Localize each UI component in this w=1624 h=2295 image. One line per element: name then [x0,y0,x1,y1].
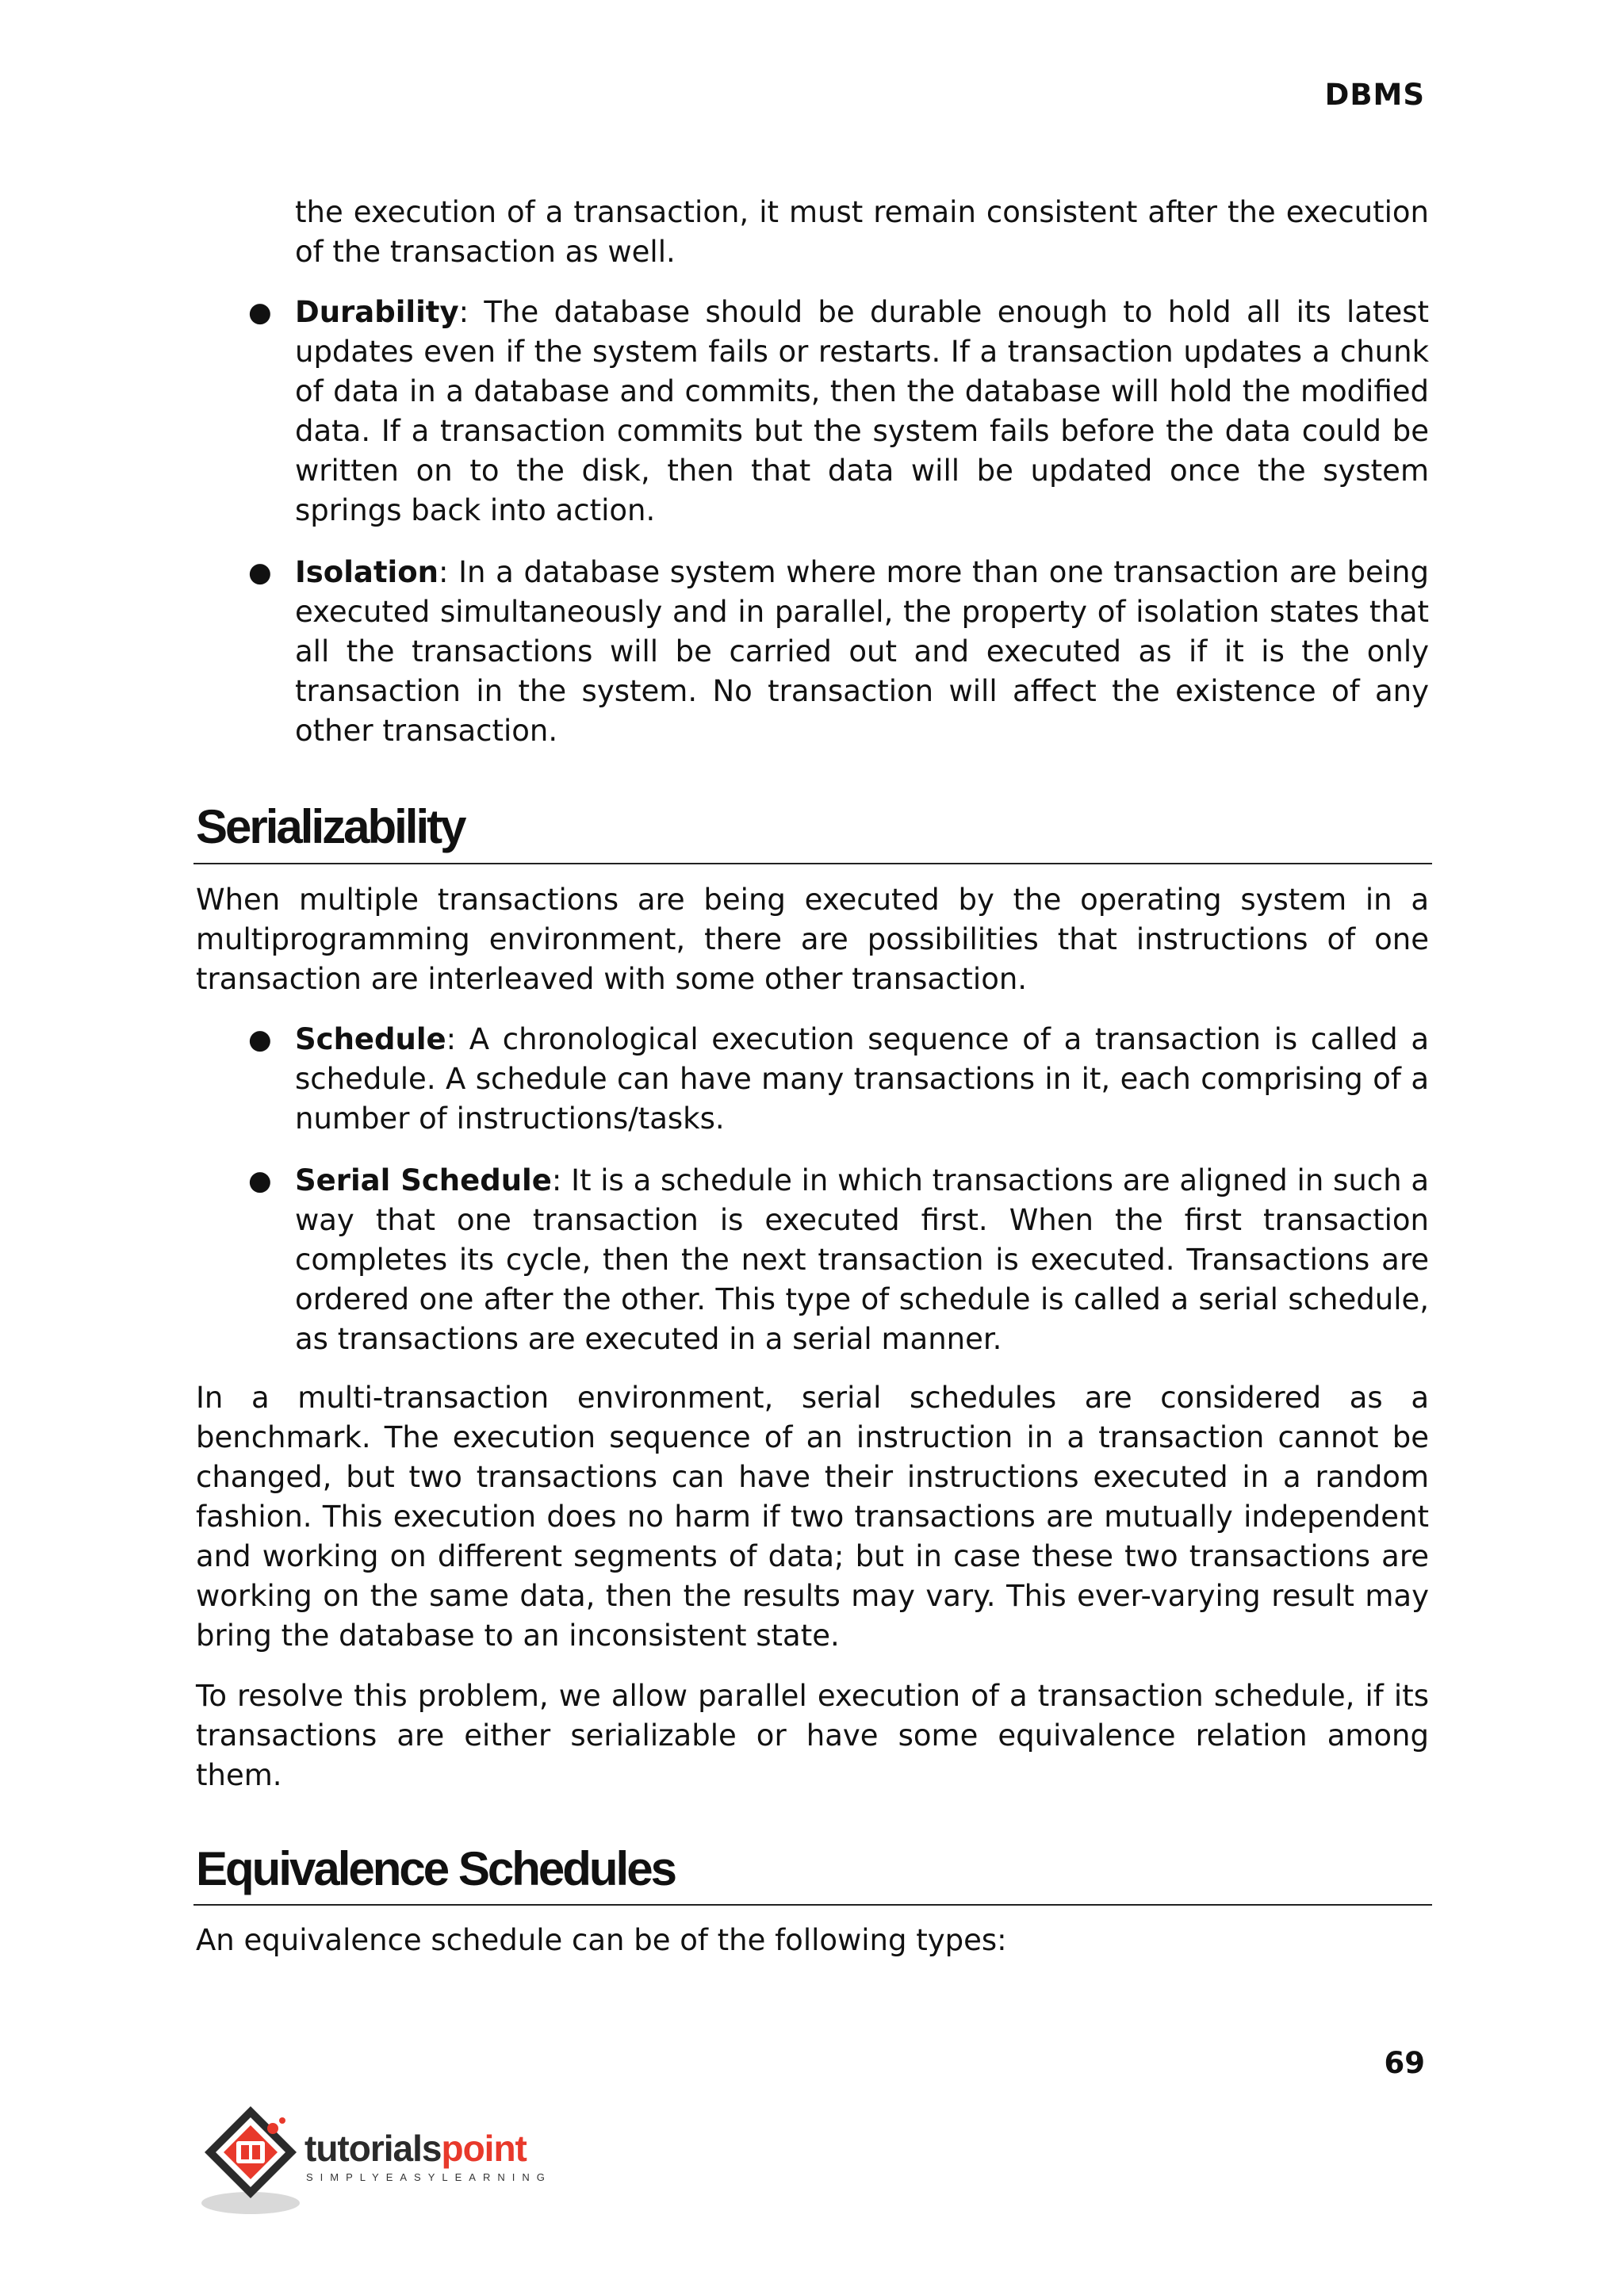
list-item-schedule [196,1020,1429,1139]
bullet-icon: ● [248,1165,272,1197]
paragraph-benchmark-block [196,1378,1429,1656]
intro-continuation-block [196,193,1429,272]
term-schedule: Schedule [295,1022,446,1056]
page-number: 69 [1384,2046,1425,2080]
paragraph-resolve: To resolve this problem, we allow parallel execution of a transaction schedule, if its transactions are either serializable or have some equivalence relation among them. [196,1679,1429,1792]
schedule-list [196,1020,1429,1359]
equivalence-intro: An equivalence schedule can be of the following types: [196,1923,1007,1957]
paragraph-resolve-block [196,1676,1429,1795]
list-item-isolation [196,553,1429,751]
running-header: DBMS [1324,78,1425,112]
list-item-durability [196,293,1429,531]
term-isolation: Isolation [295,555,439,589]
heading-rule [193,863,1432,864]
properties-list [196,293,1429,751]
logo-emblem-icon [195,2102,306,2220]
bullet-icon: ● [248,297,272,328]
paragraph-benchmark: In a multi-transaction environment, serial schedules are considered as a benchmark. The execution sequence of an instruction in a transaction cannot be changed, but two transactions can have their instructions executed in a random fashion. This execution does no harm if two transactions are mutually independent and working on different segments of data; but in case these two transactions are working on the same data, then the results may vary. This ever-varying result may bring the database to an inconsistent state. [196,1381,1429,1653]
desc-durability: : The database should be durable enough to hold all its latest updates even if the system fails or restarts. If a transaction updates a chunk of data in a database and commits, then the database will hold the modified data. If a transaction commits but the system fails before the data could be written on to the disk, then that data will be updated once the system springs back into action. [295,295,1429,527]
serializability-intro-block [196,880,1429,999]
bullet-icon: ● [248,1024,272,1056]
serializability-intro: When multiple transactions are being executed by the operating system in a multiprogramming environment, there are possibilities that instructions of one transaction are interleaved with some other transaction. [196,883,1429,996]
tutorialspoint-logo [195,2102,576,2220]
logo-wordmark: tutorialspoint [304,2128,527,2169]
term-durability: Durability [295,295,459,329]
list-item-serial-schedule [196,1161,1429,1359]
properties-list-block [196,293,1429,751]
schedule-list-block [196,1020,1429,1359]
heading-equivalence-schedules: Equivalence Schedules [196,1842,675,1895]
logo-tagline: SIMPLYEASYLEARNING [306,2171,552,2183]
desc-serial-schedule: : It is a schedule in which transactions are aligned in such a way that one transaction is executed first. When the first transaction completes its cycle, then the next transaction is executed. Transactions are ordered one after the other. This type of schedule is called a serial schedule, as transactions are executed in a serial manner. [295,1163,1430,1356]
desc-schedule: : A chronological execution sequence of a transaction is called a schedule. A schedule can have many transactions in it, each comprising of a number of instructions/tasks. [295,1022,1429,1136]
intro-continuation: the execution of a transaction, it must remain consistent after the execution of the transaction as well. [295,195,1429,269]
term-serial-schedule: Serial Schedule [295,1163,552,1197]
desc-isolation: : In a database system where more than one transaction are being executed simultaneously and in parallel, the property of isolation states that all the transactions will be carried out and executed as if it is the only transaction in the system. No transaction will affect the existence of any other transaction. [295,555,1429,748]
bullet-icon: ● [248,557,272,588]
equivalence-intro-block [196,1921,1429,1960]
heading-rule [193,1904,1432,1906]
heading-serializability: Serializability [196,800,465,853]
